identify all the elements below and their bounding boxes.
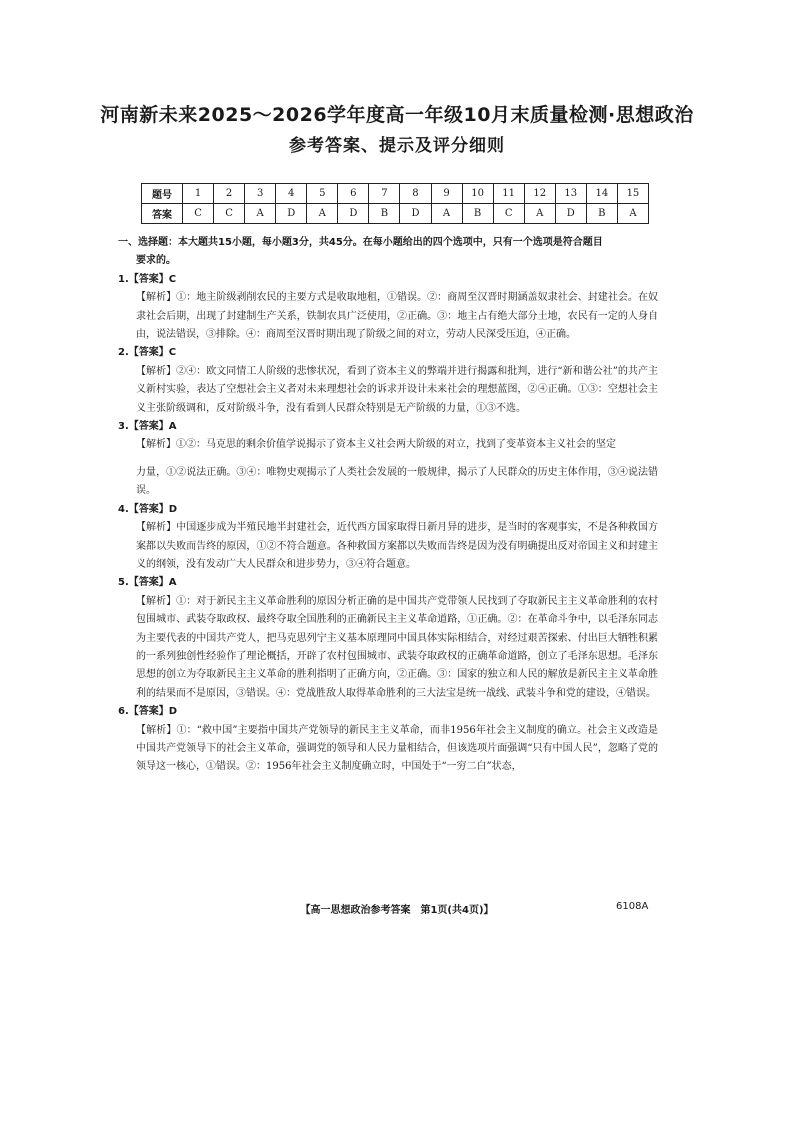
q5-explanation: 【解析】①：对于新民主主义革命胜利的原因分析正确的是中国共产党带领人民找到了夺取新民主主义革命胜利的农村包围城市、武装夺取政权、最终夺取全国胜利的正确新民主主义革命道路，①正确。②：在革命斗争中，以毛泽东同志为主要代表的中国共产党人，把马克思列宁主义基本原理同中国具体实际相结合，对经过艰苦探索、付出巨大牺牲积累的一系列独创性经验作了理论概括，开辟了农村包围城市、武装夺取政权的正确革命道路，创立了毛泽东思想。毛泽东思想的创立为夺取新民主主义革命的胜利指明了正确方向，②正确。③：国家的独立和人民的解放是新民主主义革命胜利的结果而不是原因，③错误。④：党战胜敌人取得革命胜利的三大法宝是统一战线、武装斗争和党的建设，④错误。	[136, 595, 658, 699]
answer-cell: A	[524, 204, 555, 224]
q4-answer: 4.【答案】D	[118, 503, 178, 515]
question-number-cell: 10	[462, 184, 493, 204]
question-number-cell: 6	[338, 184, 369, 204]
answer-cell: C	[214, 204, 245, 224]
answer-cell: A	[617, 204, 648, 224]
question-number-cell: 1	[183, 184, 214, 204]
answer-table	[141, 183, 649, 224]
q3-explanation: 【解析】①②：马克思的剩余价值学说揭示了资本主义社会两大阶级的对立，找到了变革资本主义社会的坚定	[136, 439, 616, 451]
footer-code: 6108A	[616, 901, 649, 912]
section-heading-cont: 要求的。	[136, 255, 176, 267]
question-number-row	[142, 184, 649, 204]
footer-page-info: 【高一思想政治参考答案 第1页(共4页)】	[300, 905, 494, 916]
answer-cell: D	[338, 204, 369, 224]
answer-cell: B	[586, 204, 617, 224]
question-number-cell: 13	[555, 184, 586, 204]
q5-answer: 5.【答案】A	[118, 577, 177, 589]
q6-explanation: 【解析】①：“救中国”主要指中国共产党领导的新民主主义革命，而非1956年社会主义制度的确立。社会主义改造是中国共产党领导下的社会主义革命，强调党的领导和人民力量相结合，但该选项片面强调“只有中国人民”，忽略了党的领导这一核心，①错误。②：1956年社会主义制度确立时，中国处于“一穷二白”状态，	[136, 724, 658, 773]
content-body	[118, 234, 658, 777]
question-number-cell: 2	[214, 184, 245, 204]
page-subtitle: 参考答案、提示及评分细则	[289, 136, 505, 156]
answer-row	[142, 204, 649, 224]
answer-cell: D	[400, 204, 431, 224]
answer-cell: D	[276, 204, 307, 224]
question-number-cell: 15	[617, 184, 648, 204]
answer-cell: B	[369, 204, 400, 224]
q1-answer: 1.【答案】C	[118, 273, 177, 285]
q2-answer: 2.【答案】C	[118, 347, 177, 359]
question-number-cell: 4	[276, 184, 307, 204]
answer-cell: C	[183, 204, 214, 224]
answer-cell: B	[462, 204, 493, 224]
section-heading: 一、选择题：本大题共15小题，每小题3分，共45分。在每小题给出的四个选项中，只有一个选项是符合题目	[118, 237, 603, 248]
answer-cell: D	[555, 204, 586, 224]
question-number-cell: 3	[245, 184, 276, 204]
q1-explanation: 【解析】①：地主阶级剥削农民的主要方式是收取地租，①错误。②：商周至汉晋时期涵盖奴隶社会、封建社会。在奴隶社会后期，出现了封建制生产关系，铁制农具广泛使用，②正确。③：地主占有绝大部分土地，农民有一定的人身自由，说法错误，③排除。④：商周至汉晋时期出现了阶级之间的对立，劳动人民深受压迫，④正确。	[136, 292, 658, 341]
question-number-cell: 7	[369, 184, 400, 204]
question-number-cell: 9	[431, 184, 462, 204]
answer-cell: A	[307, 204, 338, 224]
question-number-cell: 11	[493, 184, 524, 204]
row-label-answer: 答案	[142, 204, 183, 224]
q6-answer: 6.【答案】D	[118, 706, 178, 718]
q2-explanation: 【解析】②④：欧文同情工人阶级的悲惨状况，看到了资本主义的弊端并进行揭露和批判，进行“新和谐公社”的共产主义新村实验，表达了空想社会主义者对未来理想社会的诉求并设计未来社会的理想蓝图，②④正确。①③：空想社会主义主张阶级调和，反对阶级斗争，没有看到人民群众特别是无产阶级的力量，①③不选。	[136, 365, 658, 414]
question-number-cell: 5	[307, 184, 338, 204]
row-label-number: 题号	[142, 184, 183, 204]
q4-explanation: 【解析】中国逐步成为半殖民地半封建社会，近代西方国家取得日新月异的进步，是当时的客观事实，不是各种救国方案都以失败而告终的原因，①②不符合题意。各种救国方案都以失败而告终是因为没有明确提出反对帝国主义和封建主义的纲领，没有发动广大人民群众和进步势力，③④符合题意。	[136, 522, 658, 570]
q3-explanation-cont: 力量，①②说法正确。③④：唯物史观揭示了人类社会发展的一般规律，揭示了人民群众的历史主体作用，③④说法错误。	[136, 466, 658, 497]
answer-cell: C	[493, 204, 524, 224]
page-title: 河南新未来2025～2026学年度高一年级10月末质量检测·思想政治	[100, 104, 694, 126]
answer-cell: A	[431, 204, 462, 224]
question-number-cell: 8	[400, 184, 431, 204]
q3-answer: 3.【答案】A	[118, 421, 177, 433]
answer-cell: A	[245, 204, 276, 224]
question-number-cell: 12	[524, 184, 555, 204]
question-number-cell: 14	[586, 184, 617, 204]
